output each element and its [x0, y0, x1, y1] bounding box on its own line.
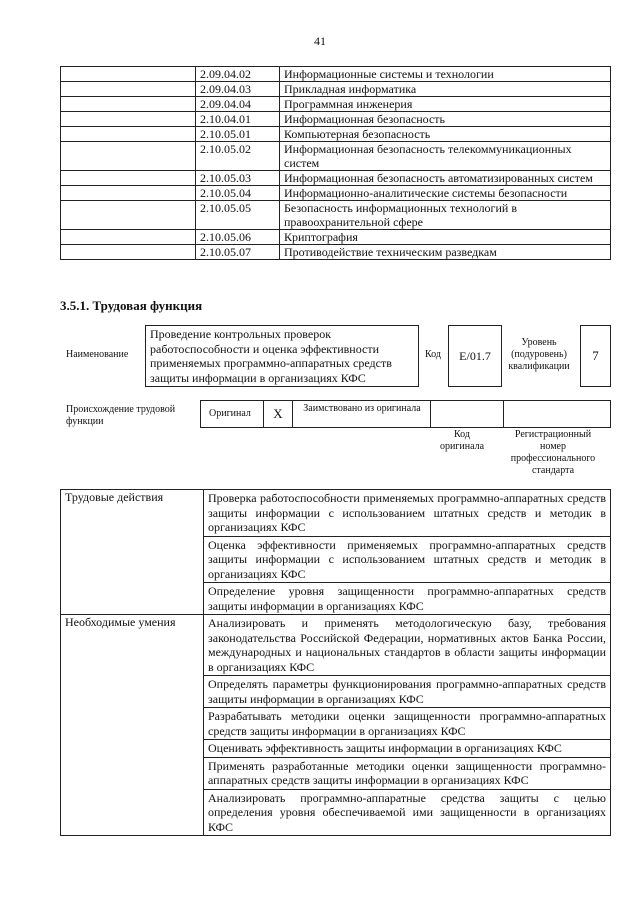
labor-action-text: Определение уровня защищенности программно-аппаратных средств защиты информации в организациях КФС: [204, 583, 611, 615]
specialties-table: [60, 66, 611, 260]
labor-action-text: Проверка работоспособности применяемых программно-аппаратных средств защиты информации с использованием штатных средств и методик в организациях КФС: [204, 490, 611, 537]
specialty-row: [61, 82, 611, 97]
specialty-code: 2.10.05.02: [196, 142, 280, 171]
original-mark: X: [263, 401, 293, 427]
labor-action-row: [61, 583, 611, 615]
function-name: Проведение контрольных проверок работоспособности и оценка эффективности применяемых программно-аппаратных средств защиты информации в организациях КФС: [145, 325, 419, 387]
specialty-row: [61, 245, 611, 260]
skill-row: [61, 757, 611, 789]
specialty-name: Компьютерная безопасность: [280, 127, 611, 142]
skill-text: Определять параметры функционирования программно-аппаратных средств защиты информации в организациях КФС: [204, 676, 611, 708]
specialty-code: 2.10.05.05: [196, 201, 280, 230]
labor-action-row: [61, 490, 611, 537]
skill-text: Разрабатывать методики оценки защищенности программно-аппаратных средств защиты информации в организациях КФС: [204, 708, 611, 740]
skill-row: [61, 615, 611, 676]
skill-text: Оценивать эффективность защиты информации в организациях КФС: [204, 740, 611, 758]
skill-text: Применять разработанные методики оценки защищенности программно-аппаратных средств защиты информации в организациях КФС: [204, 757, 611, 789]
specialty-code: 2.10.05.01: [196, 127, 280, 142]
specialty-name: Криптография: [280, 230, 611, 245]
specialty-name: Информационная безопасность: [280, 112, 611, 127]
code-original-cell: [430, 401, 504, 427]
specialty-code: 2.10.05.04: [196, 186, 280, 201]
specialty-code: 2.10.05.06: [196, 230, 280, 245]
skill-text: Анализировать программно-аппаратные средства защиты с целью определения уровня обеспечиваемой ими защищенности в организациях КФС: [204, 789, 611, 836]
origin-box: [200, 400, 611, 428]
specialty-name: Противодействие техническим разведкам: [280, 245, 611, 260]
specialty-code: 2.10.05.03: [196, 171, 280, 186]
specialty-code: 2.09.04.02: [196, 67, 280, 82]
specialty-row: [61, 201, 611, 230]
specialty-row: [61, 142, 611, 171]
skill-row: [61, 789, 611, 836]
specialty-name: Информационная безопасность автоматизированных систем: [280, 171, 611, 186]
labor-action-text: Оценка эффективности применяемых программно-аппаратных средств защиты информации с использованием штатных средств и методик в организациях КФС: [204, 536, 611, 583]
code-original-label: Код оригинала: [439, 429, 485, 452]
page-number: 41: [314, 34, 326, 48]
specialty-row: [61, 112, 611, 127]
labor-action-row: [61, 536, 611, 583]
origin-label: Происхождение трудовой функции: [66, 404, 176, 427]
specialty-row: [61, 171, 611, 186]
specialty-code: 2.09.04.03: [196, 82, 280, 97]
skill-row: [61, 740, 611, 758]
specialty-name: Программная инженерия: [280, 97, 611, 112]
specialty-name: Информационная безопасность телекоммуникационных систем: [280, 142, 611, 171]
function-level: 7: [580, 325, 611, 387]
specialty-code: 2.09.04.04: [196, 97, 280, 112]
specialty-row: [61, 186, 611, 201]
specialty-row: [61, 127, 611, 142]
specialty-name: Информационные системы и технологии: [280, 67, 611, 82]
skill-row: [61, 708, 611, 740]
specialty-name: Прикладная информатика: [280, 82, 611, 97]
borrowed-label: Заимствовано из оригинала: [303, 403, 421, 414]
skill-row: [61, 676, 611, 708]
code-label: Код: [425, 349, 441, 360]
actions-skills-table: [60, 489, 611, 836]
specialty-name: Информационно-аналитические системы безопасности: [280, 186, 611, 201]
name-label: Наименование: [66, 349, 129, 360]
level-label: Уровень (подуровень) квалификации: [508, 337, 570, 372]
specialty-row: [61, 67, 611, 82]
labor-actions-label: Трудовые действия: [61, 490, 204, 537]
function-code: E/01.7: [448, 325, 502, 387]
specialty-code: 2.10.05.07: [196, 245, 280, 260]
original-label: Оригинал: [209, 408, 251, 419]
reg-number-label: Регистрационный номер профессионального стандарта: [510, 429, 596, 476]
specialty-code: 2.10.04.01: [196, 112, 280, 127]
specialty-row: [61, 97, 611, 112]
skill-text: Анализировать и применять методологическую базу, требования законодательства Российской Федерации, нормативных актов Банка России, международных и национальных стандартов в области защиты информации в организациях КФС: [204, 615, 611, 676]
specialty-row: [61, 230, 611, 245]
section-heading: 3.5.1. Трудовая функция: [60, 298, 203, 313]
specialty-name: Безопасность информационных технологий в правоохранительной сфере: [280, 201, 611, 230]
skills-label: Необходимые умения: [61, 615, 204, 676]
